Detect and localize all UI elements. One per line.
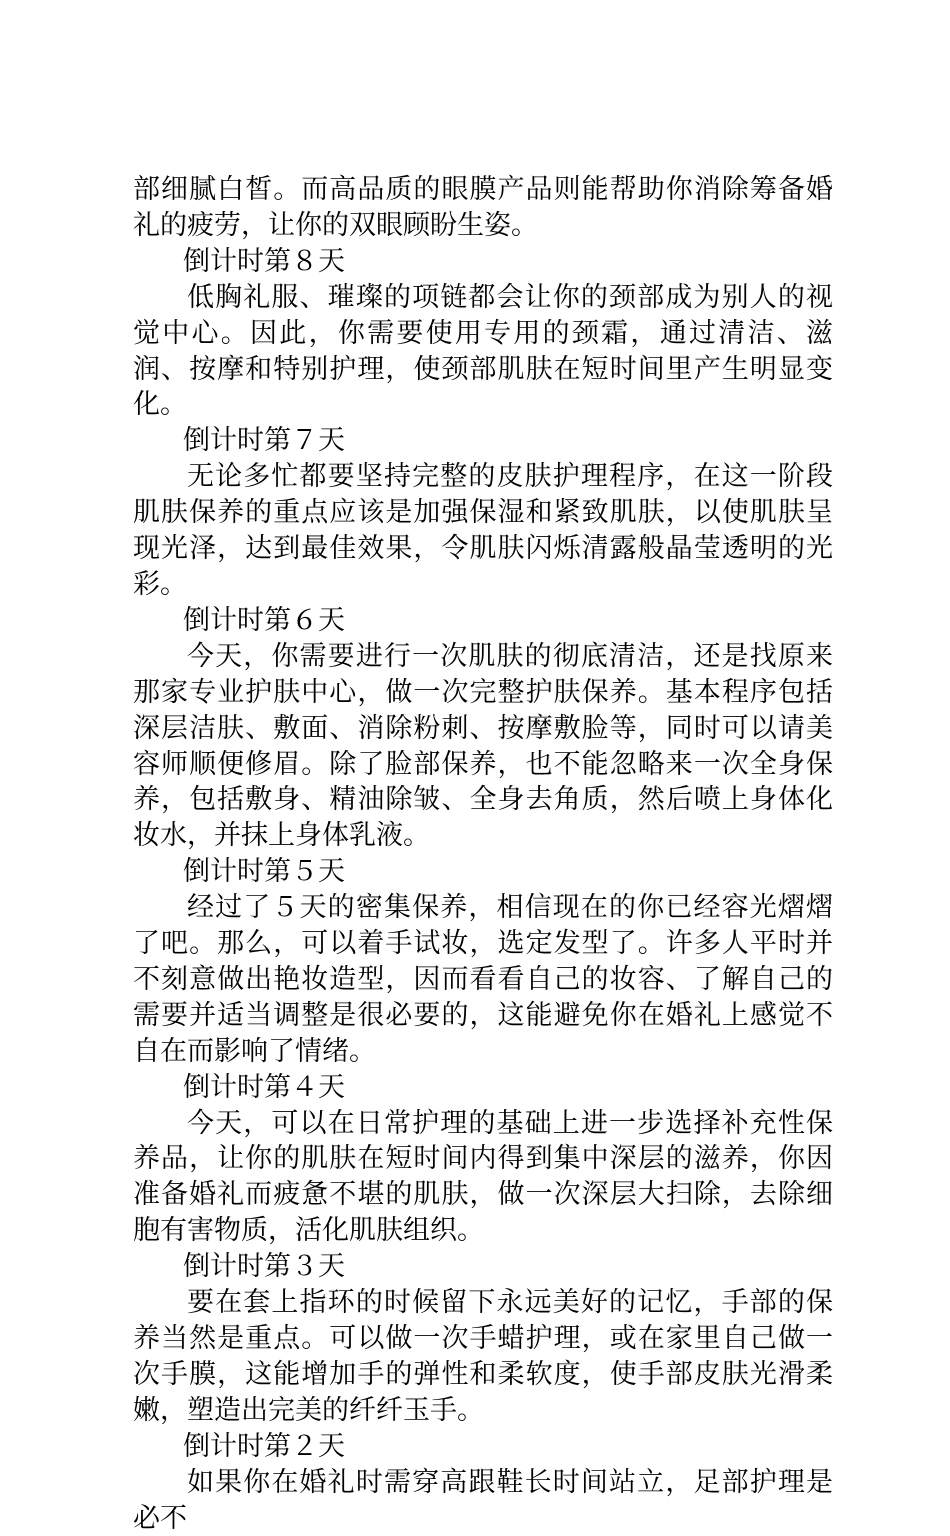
paragraph-day-8: 低胸礼服、璀璨的项链都会让你的颈部成为别人的视觉中心。因此，你需要使用专用的颈霜，通过清洁、滋润、按摩和特别护理，使颈部肌肤在短时间里产生明显变化。 (133, 281, 833, 421)
paragraph-day-3: 要在套上指环的时候留下永远美好的记忆，手部的保养当然是重点。可以做一次手蜡护理，或在家里自己做一次手膜，这能增加手的弹性和柔软度，使手部皮肤光滑柔嫩，塑造出完美的纤纤玉手。 (133, 1287, 833, 1426)
paragraph-day-7: 无论多忙都要坚持完整的皮肤护理程序，在这一阶段肌肤保养的重点应该是加强保湿和紧致肌肤，以使肌肤呈现光泽，达到最佳效果，令肌肤闪烁清露般晶莹透明的光彩。 (133, 461, 833, 600)
heading-day-8: 倒计时第８天 (183, 245, 345, 277)
heading-day-5: 倒计时第５天 (183, 856, 345, 888)
heading-day-7: 倒计时第７天 (183, 425, 345, 457)
paragraph-day-2: 如果你在婚礼时需穿高跟鞋长时间站立，足部护理是必不 (133, 1466, 833, 1534)
heading-day-4: 倒计时第４天 (183, 1071, 345, 1103)
paragraph-day-4: 今天，可以在日常护理的基础上进一步选择补充性保养品，让你的肌肤在短时间内得到集中深层的滋养，你因准备婚礼而疲惫不堪的肌肤，做一次深层大扫除，去除细胞有害物质，活化肌肤组织。 (133, 1107, 833, 1247)
heading-day-2: 倒计时第２天 (183, 1430, 345, 1462)
paragraph-eye-care-end: 部细腻白皙。而高品质的眼膜产品则能帮助你消除筹备婚礼的疲劳，让你的双眼顾盼生姿。 (133, 174, 833, 241)
paragraph-day-6: 今天，你需要进行一次肌肤的彻底清洁，还是找原来那家专业护肤中心，做一次完整护肤保养。基本程序包括深层洁肤、敷面、消除粉刺、按摩敷脸等，同时可以请美容师顺便修眉。除了脸部保养，也不能忽略来一次全身保养，包括敷身、精油除皱、全身去角质，然后喷上身体化妆水，并抹上身体乳液。 (133, 640, 833, 852)
heading-day-3: 倒计时第３天 (183, 1251, 345, 1283)
document-body (133, 172, 833, 1536)
paragraph-day-5: 经过了５天的密集保养，相信现在的你已经容光熠熠了吧。那么，可以着手试妆，选定发型了。许多人平时并不刻意做出艳妆造型，因而看看自己的妆容、了解自己的需要并适当调整是很必要的，这能避免你在婚礼上感觉不自在而影响了情绪。 (133, 892, 833, 1067)
heading-day-6: 倒计时第６天 (183, 604, 345, 636)
